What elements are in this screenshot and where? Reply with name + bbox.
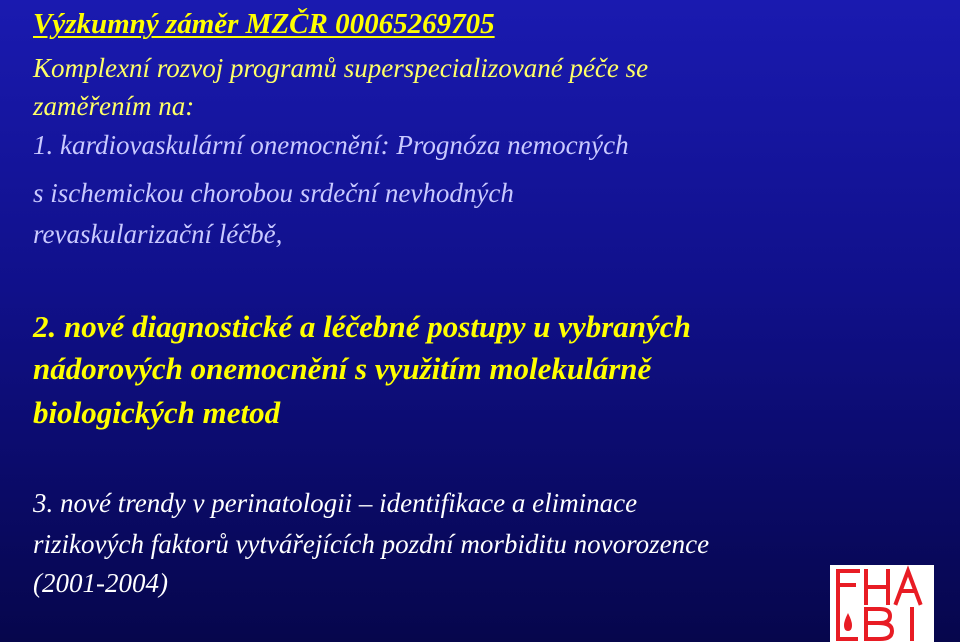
intro-line-2: zaměřením na:: [33, 91, 195, 121]
item3-line-3: (2001-2004): [33, 568, 168, 598]
item1-line-1: 1. kardiovaskulární onemocnění: Prognóza nemocných: [33, 130, 629, 160]
item3-line-2: rizikových faktorů vytvářejících pozdní morbiditu novorozence: [33, 529, 710, 559]
item2-line-2: nádorových onemocnění s využitím molekulárně: [33, 351, 652, 386]
item3-line-1: 3. nové trendy v perinatologii – identifikace a eliminace: [33, 488, 638, 518]
item2-line-1: 2. nové diagnostické a léčebné postupy u vybraných: [33, 309, 691, 344]
intro-line-1: Komplexní rozvoj programů superspecializované péče se: [33, 53, 649, 83]
slide-title: Výzkumný záměr MZČR 00065269705: [33, 8, 495, 40]
item1-line-3: revaskularizační léčbě,: [33, 219, 283, 249]
item1-line-2: s ischemickou chorobou srdeční nevhodných: [33, 178, 514, 208]
fh-albi-logo: [830, 565, 934, 642]
item2-line-3: biologických metod: [33, 395, 281, 430]
fh-albi-logo-graphic: [830, 565, 934, 642]
